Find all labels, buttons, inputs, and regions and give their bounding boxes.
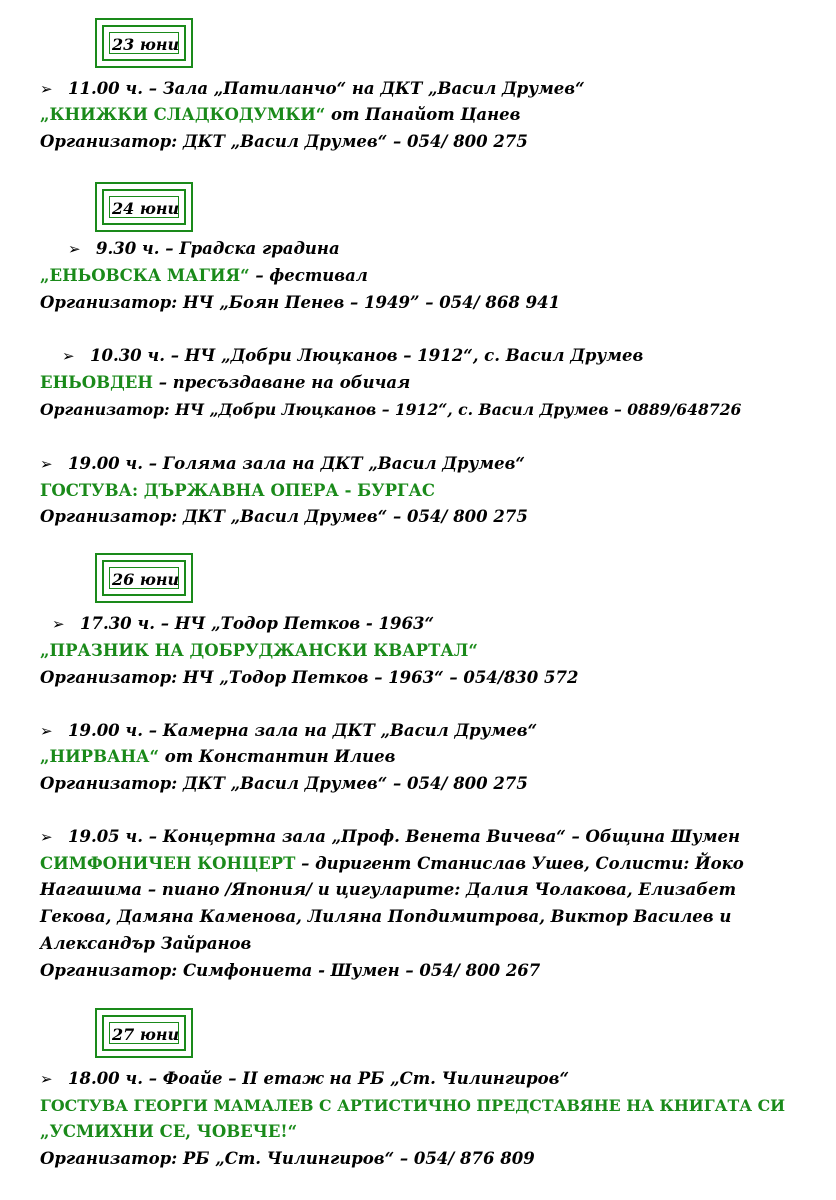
event-organizer: Организатор: НЧ „Тодор Петков – 1963“ – 054/830 572 bbox=[40, 668, 579, 687]
event-time-place: ➢ 11.00 ч. – Зала „Патиланчо“ на ДКТ „Васил Друмев“ bbox=[40, 77, 585, 101]
event-title-highlight: „ЕНЬОВСКА МАГИЯ“ bbox=[40, 266, 250, 285]
arrow-bullet-icon: ➢ bbox=[52, 615, 65, 633]
arrow-bullet-icon: ➢ bbox=[40, 1070, 53, 1088]
event-time-place: ➢ 17.30 ч. – НЧ „Тодор Петков - 1963“ bbox=[52, 612, 434, 636]
arrow-bullet-icon: ➢ bbox=[40, 80, 53, 98]
date-label: 24 юни bbox=[109, 196, 179, 218]
event-organizer: Организатор: ДКТ „Васил Друмев“ – 054/ 800 275 bbox=[40, 774, 528, 793]
event-title-highlight: „НИРВАНА“ bbox=[40, 747, 159, 766]
event-organizer: Организатор: НЧ „Боян Пенев – 1949” – 054/ 868 941 bbox=[40, 293, 561, 312]
arrow-bullet-icon: ➢ bbox=[40, 722, 53, 740]
event-time-place: ➢ 18.00 ч. – Фоайе – II етаж на РБ „Ст. Чилингиров“ bbox=[40, 1067, 569, 1091]
arrow-bullet-icon: ➢ bbox=[62, 347, 75, 365]
date-box bbox=[95, 18, 193, 68]
date-box bbox=[95, 1008, 193, 1058]
event-title-highlight: СИМФОНИЧЕН КОНЦЕРТ bbox=[40, 854, 296, 873]
arrow-bullet-icon: ➢ bbox=[40, 828, 53, 846]
arrow-bullet-icon: ➢ bbox=[40, 455, 53, 473]
event-title bbox=[40, 479, 435, 503]
arrow-bullet-icon: ➢ bbox=[68, 240, 81, 258]
event-time-place: ➢ 10.30 ч. – НЧ „Добри Люцканов – 1912“, с. Васил Друмев bbox=[62, 344, 643, 368]
event-description-line: Гекова, Дамяна Каменова, Лиляна Попдимитрова, Виктор Василев и bbox=[40, 907, 732, 926]
event-title: „ЕНЬОВСКА МАГИЯ“ – фестивал bbox=[40, 266, 368, 285]
event-title: ЕНЬОВДЕН – пресъздаване на обичая bbox=[40, 373, 411, 392]
event-organizer: Организатор: ДКТ „Васил Друмев“ – 054/ 800 275 bbox=[40, 132, 528, 151]
date-label: 27 юни bbox=[109, 1022, 179, 1044]
event-description-line: Нагашима – пиано /Япония/ и цигуларите: Далия Чолакова, Елизабет bbox=[40, 880, 737, 899]
date-box bbox=[95, 553, 193, 603]
event-time-place: ➢ 19.05 ч. – Концертна зала „Проф. Венета Вичева“ – Община Шумен bbox=[40, 825, 740, 849]
date-box bbox=[95, 182, 193, 232]
event-title-line2 bbox=[40, 1120, 297, 1144]
event-title: СИМФОНИЧЕН КОНЦЕРТ – диригент Станислав Ушев, Солисти: Йоко bbox=[40, 854, 744, 873]
event-organizer: Организатор: НЧ „Добри Люцканов – 1912“, с. Васил Друмев – 0889/648726 bbox=[40, 400, 742, 419]
event-title bbox=[40, 1094, 785, 1118]
date-label: 23 юни bbox=[109, 32, 179, 54]
event-title: „КНИЖКИ СЛАДКОДУМКИ“ от Панайот Цанев bbox=[40, 105, 521, 124]
event-time-place: ➢ 9.30 ч. – Градска градина bbox=[68, 237, 340, 261]
event-title-highlight: ЕНЬОВДЕН bbox=[40, 373, 153, 392]
event-title-highlight: ГОСТУВА: ДЪРЖАВНА ОПЕРА - БУРГАС bbox=[40, 481, 436, 500]
event-description-line: Александър Зайранов bbox=[40, 934, 252, 953]
date-label: 26 юни bbox=[109, 567, 179, 589]
event-title: „НИРВАНА“ от Константин Илиев bbox=[40, 747, 396, 766]
event-time-place: ➢ 19.00 ч. – Камерна зала на ДКТ „Васил Друмев“ bbox=[40, 719, 537, 743]
event-title bbox=[40, 639, 478, 663]
event-organizer: Организатор: Симфониета - Шумен – 054/ 800 267 bbox=[40, 961, 541, 980]
event-title-highlight: ГОСТУВА ГЕОРГИ МАМАЛЕВ С АРТИСТИЧНО ПРЕДСТАВЯНЕ НА КНИГАТА СИ bbox=[40, 1096, 786, 1115]
event-organizer: Организатор: РБ „Ст. Чилингиров“ – 054/ 876 809 bbox=[40, 1149, 535, 1168]
event-organizer: Организатор: ДКТ „Васил Друмев“ – 054/ 800 275 bbox=[40, 507, 528, 526]
event-title-highlight: „ПРАЗНИК НА ДОБРУДЖАНСКИ КВАРТАЛ“ bbox=[40, 641, 478, 660]
event-title-highlight: „УСМИХНИ СЕ, ЧОВЕЧЕ!“ bbox=[40, 1122, 298, 1141]
event-title-highlight: „КНИЖКИ СЛАДКОДУМКИ“ bbox=[40, 105, 326, 124]
event-time-place: ➢ 19.00 ч. – Голяма зала на ДКТ „Васил Друмев“ bbox=[40, 452, 525, 476]
